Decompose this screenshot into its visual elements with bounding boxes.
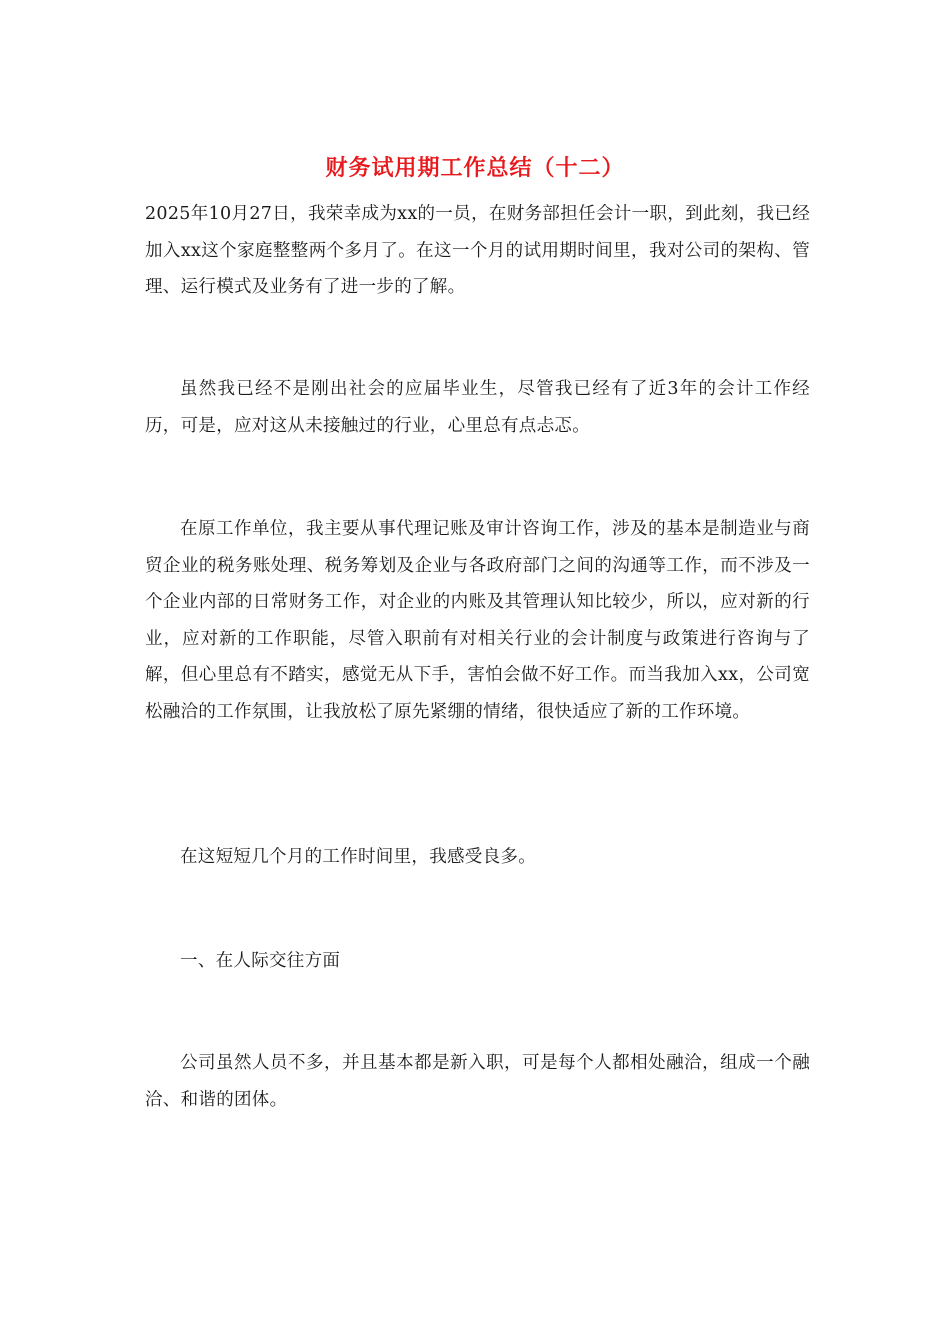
section-heading-interpersonal: 一、在人际交往方面 [180, 951, 341, 971]
paragraph-experience: 虽然我已经不是刚出社会的应届毕业生，尽管我已经有了近3年的会计工作经历，可是，应对这从未接触过的行业，心里总有点忐忑。 [145, 379, 810, 436]
paragraph-feelings: 在这短短几个月的工作时间里，我感受良多。 [180, 847, 536, 867]
paragraph-intro: 2025年10月27日，我荣幸成为xx的一员，在财务部担任会计一职，到此刻，我已经加入xx这个家庭整整两个多月了。在这一个月的试用期时间里，我对公司的架构、管理、运行模式及业务有了进一步的了解。 [145, 204, 810, 297]
paragraph-team: 公司虽然人员不多，并且基本都是新入职，可是每个人都相处融洽，组成一个融洽、和谐的团体。 [145, 1053, 810, 1110]
document-title: 财务试用期工作总结（十二） [325, 155, 625, 181]
paragraph-previous-work: 在原工作单位，我主要从事代理记账及审计咨询工作，涉及的基本是制造业与商贸企业的税务账处理、税务筹划及企业与各政府部门之间的沟通等工作，而不涉及一个企业内部的日常财务工作，对企业的内账及其管理认知比较少，所以，应对新的行业，应对新的工作职能，尽管入职前有对相关行业的会计制度与政策进行咨询与了解，但心里总有不踏实，感觉无从下手，害怕会做不好工作。而当我加入xx，公司宽松融洽的工作氛围，让我放松了原先紧绷的情绪，很快适应了新的工作环境。 [145, 519, 810, 722]
